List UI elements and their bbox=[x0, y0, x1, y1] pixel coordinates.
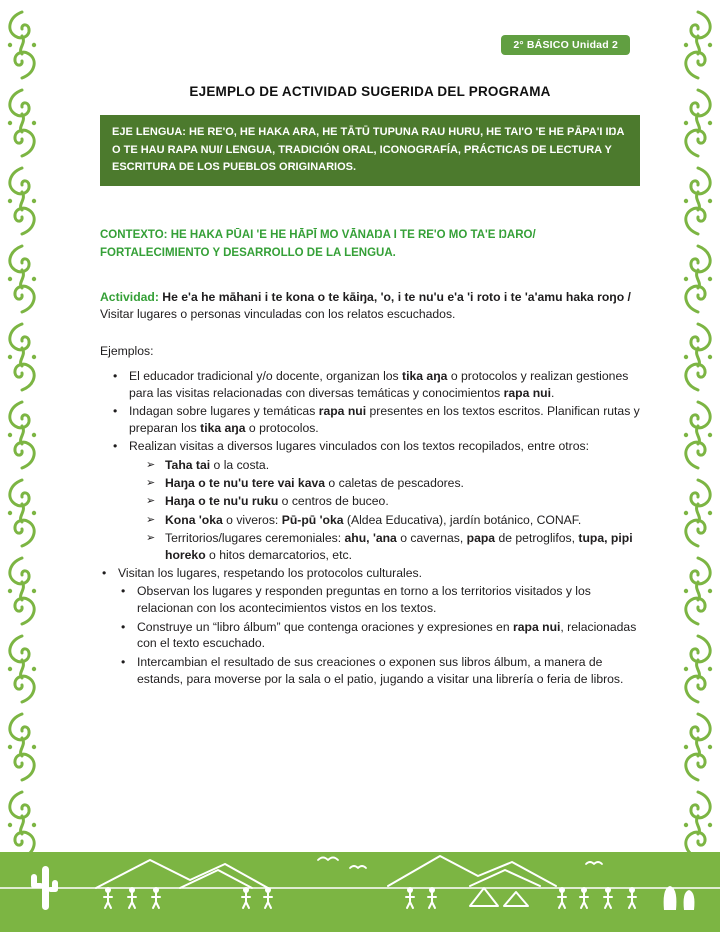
plain-text: o viveros: bbox=[222, 512, 282, 527]
disc-bullet-icon: • bbox=[102, 566, 107, 581]
list-item bbox=[100, 475, 640, 492]
disc-bullet-icon: • bbox=[121, 654, 126, 669]
emphasis-text: Kona 'oka bbox=[165, 512, 223, 527]
plain-text: (Aldea Educativa), jardín botánico, CONAF. bbox=[343, 512, 582, 527]
bullet-text bbox=[129, 368, 640, 402]
emphasis-text: rapa nui bbox=[513, 619, 561, 634]
emphasis-text: He e'a he māhani i te kona o te kāiŋa, 'o, i te nu'u e'a 'i roto i te 'a'amu haka roŋo / bbox=[158, 289, 631, 304]
list-item bbox=[100, 619, 640, 653]
bullet-text bbox=[165, 530, 640, 564]
plain-text: . bbox=[551, 385, 555, 400]
emphasis-text: Haŋa o te nu'u ruku bbox=[165, 494, 279, 509]
plain-text: Intercambian el resultado de sus creaciones o exponen sus libros álbum, a manera de estands, para moverse por la sala o el patio, jugando a visitar una librería o feria de libros. bbox=[137, 654, 624, 686]
list-item bbox=[100, 565, 640, 582]
list-item bbox=[100, 493, 640, 510]
disc-bullet-icon: • bbox=[113, 404, 118, 419]
bullet-text bbox=[118, 565, 640, 582]
actividad-paragraph bbox=[100, 289, 640, 324]
plain-text: Realizan visitas a diversos lugares vinculados con los textos recopilados, entre otros: bbox=[129, 439, 589, 454]
emphasis-text: tika aŋa bbox=[402, 368, 448, 383]
emphasis-text: rapa nui bbox=[503, 385, 552, 400]
content-area bbox=[100, 0, 640, 689]
arrow-bullet-icon: ➢ bbox=[146, 495, 156, 508]
bullet-text bbox=[129, 438, 640, 455]
list-item bbox=[100, 654, 640, 688]
plain-text: o caletas de pescadores. bbox=[325, 475, 464, 490]
arrow-bullet-icon: ➢ bbox=[146, 458, 156, 471]
emphasis-text: tupa, pipi horeko bbox=[165, 530, 633, 562]
plain-text: Indagan sobre lugares y temáticas bbox=[129, 404, 319, 419]
arrow-bullet-icon: ➢ bbox=[146, 476, 156, 489]
plain-text: o la costa. bbox=[210, 457, 270, 472]
disc-bullet-icon: • bbox=[121, 584, 126, 599]
list-item bbox=[100, 438, 640, 455]
plain-text: o centros de buceo. bbox=[278, 494, 389, 509]
plain-text: Construye un “libro álbum” que contenga oraciones y expresiones en bbox=[137, 619, 513, 634]
list-item bbox=[100, 403, 640, 437]
emphasis-text: tika aŋa bbox=[200, 420, 246, 435]
list-item bbox=[100, 530, 640, 564]
bullet-text bbox=[165, 512, 640, 529]
list-item bbox=[100, 583, 640, 617]
emphasis-text: ahu, 'ana bbox=[344, 530, 397, 545]
plain-text: Visitar lugares o personas vinculadas con los relatos escuchados. bbox=[100, 307, 456, 322]
emphasis-text: papa bbox=[466, 530, 496, 545]
bullet-text bbox=[129, 403, 640, 437]
bullet-text bbox=[137, 654, 640, 688]
unit-badge-label: 2° BÁSICO Unidad 2 bbox=[513, 39, 618, 51]
list-item bbox=[100, 457, 640, 474]
emphasis-text: Taha tai bbox=[165, 457, 211, 472]
plain-text: Territorios/lugares ceremoniales: bbox=[165, 530, 345, 545]
eje-lengua-box bbox=[100, 115, 640, 186]
disc-bullet-icon: • bbox=[113, 368, 118, 383]
plain-text: Visitan los lugares, respetando los protocolos culturales. bbox=[118, 566, 422, 581]
emphasis-text: rapa nui bbox=[318, 404, 367, 419]
list-item bbox=[100, 368, 640, 402]
eje-lengua-text: EJE LENGUA: HE RE'O, HE HAKA ARA, HE TĀTŪ TUPUNA RAU HURU, HE TAI'O 'E HE PĀPA'I IŊA O TE HAU RAPA NUI/ LENGUA, TRADICIÓN ORAL, ICONOGRAFÍA, PRÁCTICAS DE LECTURA Y ESCRITURA DE LOS PUEBLOS ORIGINARIOS. bbox=[112, 126, 625, 174]
arrow-bullet-icon: ➢ bbox=[146, 531, 156, 544]
plain-text: El educador tradicional y/o docente, organizan los bbox=[129, 368, 403, 383]
plain-text: o cavernas, bbox=[396, 530, 467, 545]
disc-bullet-icon: • bbox=[121, 619, 126, 634]
bullet-text bbox=[165, 457, 640, 474]
bullet-text bbox=[137, 619, 640, 653]
bullet-text bbox=[137, 583, 640, 617]
plain-text: , relacionadas con el texto escuchado. bbox=[137, 619, 637, 651]
plain-text: Observan los lugares y responden preguntas en torno a los territorios visitados y los relacionan con los acontecimientos vistos en los textos. bbox=[137, 584, 591, 616]
disc-bullet-icon: • bbox=[113, 439, 118, 454]
left-border-ornament bbox=[0, 0, 44, 932]
bullet-text bbox=[165, 493, 640, 510]
plain-text: o hitos demarcatorios, etc. bbox=[205, 547, 352, 562]
contexto-text: CONTEXTO: HE HAKA PŪAI 'E HE HĀPĪ MO VĀNAŊA I TE RE'O MO TA'E ŊARO/ FORTALECIMIENTO Y DESARROLLO DE LA LENGUA. bbox=[100, 228, 536, 260]
ejemplos-label: Ejemplos: bbox=[100, 343, 154, 358]
page-title: EJEMPLO DE ACTIVIDAD SUGERIDA DEL PROGRAMA bbox=[189, 84, 551, 99]
arrow-bullet-icon: ➢ bbox=[146, 513, 156, 526]
plain-text: presentes en los textos escritos. Planifican rutas y preparan los bbox=[129, 404, 640, 435]
plain-text: o protocolos. bbox=[245, 420, 319, 435]
bullet-text bbox=[165, 475, 640, 492]
plain-text: o protocolos y realizan gestiones para las visitas relacionadas con diversas temáticas y conocimientos bbox=[129, 368, 629, 400]
right-border-ornament bbox=[676, 0, 720, 932]
list-item bbox=[100, 512, 640, 529]
emphasis-text: Haŋa o te nu'u tere vai kava bbox=[165, 475, 326, 490]
plain-text: de petroglifos, bbox=[495, 530, 579, 545]
footer-landscape-decoration bbox=[0, 840, 720, 932]
emphasis-text: Actividad: bbox=[100, 289, 159, 304]
emphasis-text: Pū-pū 'oka bbox=[281, 512, 344, 527]
examples-list bbox=[100, 368, 640, 687]
